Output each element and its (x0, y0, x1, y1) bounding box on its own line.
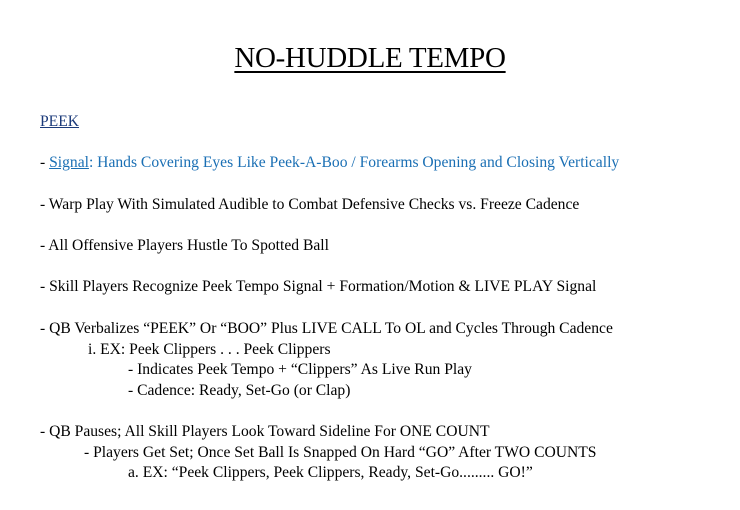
section-heading-peek: PEEK (40, 113, 79, 130)
pause-example: a. EX: “Peek Clippers, Peek Clippers, Ready, Set-Go......... GO!” (128, 464, 533, 481)
bullet-recognize: - Skill Players Recognize Peek Tempo Signal + Formation/Motion & LIVE PLAY Signal (40, 278, 597, 295)
pause-sub-players: - Players Get Set; Once Set Ball Is Snapped On Hard “GO” After TWO COUNTS (84, 444, 597, 461)
verbalize-sub-cadence: - Cadence: Ready, Set-Go (or Clap) (128, 382, 351, 399)
bullet-pause: - QB Pauses; All Skill Players Look Toward Sideline For ONE COUNT (40, 423, 490, 440)
verbalize-sub-indicates: - Indicates Peek Tempo + “Clippers” As Live Run Play (128, 361, 472, 378)
signal-line (40, 153, 619, 173)
signal-prefix: - (40, 154, 50, 171)
bullet-hustle: - All Offensive Players Hustle To Spotted Ball (40, 237, 329, 254)
page-title: NO-HUDDLE TEMPO (234, 42, 506, 74)
bullet-warp: - Warp Play With Simulated Audible to Combat Defensive Checks vs. Freeze Cadence (40, 196, 580, 213)
signal-text: : Hands Covering Eyes Like Peek-A-Boo / Forearms Opening and Closing Vertically (88, 154, 620, 171)
signal-label: Signal (49, 154, 89, 171)
bullet-verbalize: - QB Verbalizes “PEEK” Or “BOO” Plus LIVE CALL To OL and Cycles Through Cadence (40, 320, 613, 337)
verbalize-example: i. EX: Peek Clippers . . . Peek Clippers (88, 341, 331, 358)
